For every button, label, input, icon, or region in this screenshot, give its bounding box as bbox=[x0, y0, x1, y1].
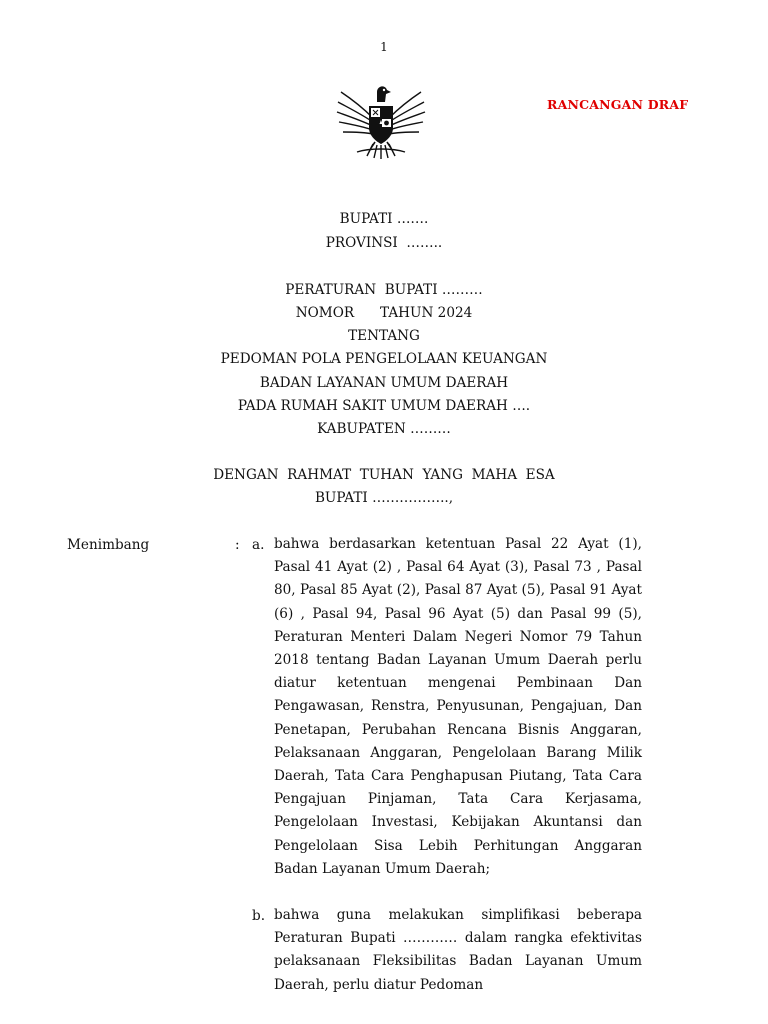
menimbang-colon: : bbox=[235, 537, 240, 553]
draft-label: RANCANGAN DRAF bbox=[547, 97, 689, 112]
title-nomor: NOMOR TAHUN 2024 bbox=[295, 305, 473, 321]
item-a-letter: a. bbox=[252, 537, 265, 553]
header-provinsi: PROVINSI …….. bbox=[325, 235, 443, 251]
title-subject-line2: BADAN LAYANAN UMUM DAERAH bbox=[259, 375, 509, 391]
garuda-emblem-icon bbox=[333, 78, 429, 162]
header-bupati: BUPATI ……. bbox=[339, 211, 429, 227]
title-subject-line1: PEDOMAN POLA PENGELOLAAN KEUANGAN bbox=[220, 351, 548, 367]
preamble-line2: BUPATI …………….., bbox=[314, 490, 454, 506]
item-b-letter: b. bbox=[252, 908, 266, 924]
title-subject-line4: KABUPATEN ……… bbox=[317, 421, 451, 437]
title-peraturan: PERATURAN BUPATI ……… bbox=[285, 282, 483, 298]
item-a-text: bahwa berdasarkan ketentuan Pasal 22 Ayat (1), Pasal 41 Ayat (2) , Pasal 64 Ayat (3), Pasal 73 , Pasal 80, Pasal 85 Ayat (2), Pasal 87 Ayat (5), Pasal 91 Ayat (6) , Pasal 94, Pasal 96 Ayat (5) dan Pasal 99 (5), Peraturan Menteri Dalam Negeri Nomor 79 Tahun 2018 tentang Badan Layanan Umum Daerah perlu diatur ketentuan mengenai Pembinaan Dan Pengawasan, Renstra, Penyusunan, Pengajuan, Dan Penetapan, Perubahan Rencana Bisnis Anggaran, Pelaksanaan Anggaran, Pengelolaan Barang Milik Daerah, Tata Cara Penghapusan Piutang, Tata Cara Pengajuan Pinjaman, Tata Cara Kerjasama, Pengelolaan Investasi, Kebijakan Akuntansi dan Pengelolaan Sisa Lebih Perhitungan Anggaran Badan Layanan Umum Daerah; bbox=[274, 536, 642, 877]
title-tentang: TENTANG bbox=[348, 328, 420, 344]
item-b-text: bahwa guna melakukan simplifikasi beberapa Peraturan Bupati ………… dalam rangka efektivitas pelaksanaan Fleksibilitas Badan Layanan Umum Daerah, perlu diatur Pedoman bbox=[274, 907, 642, 993]
preamble-line1: DENGAN RAHMAT TUHAN YANG MAHA ESA bbox=[213, 467, 555, 483]
menimbang-label: Menimbang bbox=[67, 537, 150, 553]
page-number: 1 bbox=[380, 40, 388, 54]
title-subject-line3: PADA RUMAH SAKIT UMUM DAERAH …. bbox=[237, 398, 531, 414]
